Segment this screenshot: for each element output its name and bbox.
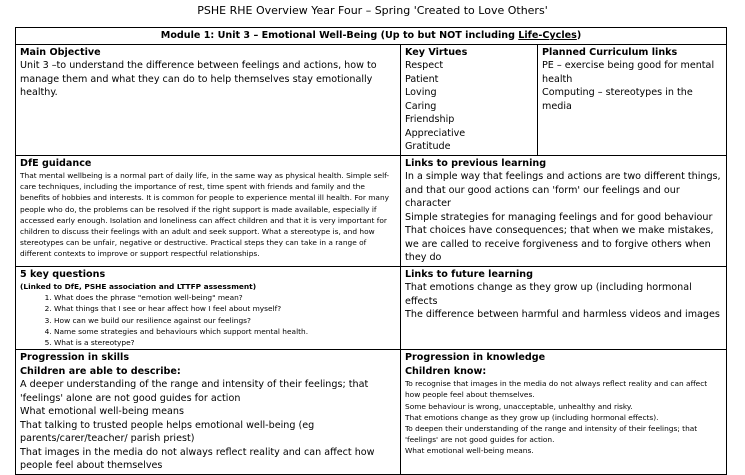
skills-item: That images in the media do not always reflect reality and can affect how people feel about themselves bbox=[20, 446, 375, 472]
key-questions-heading: 5 key questions bbox=[20, 268, 106, 280]
module-header-text: Module 1: Unit 3 – Emotional Well-Being (Up to but NOT including bbox=[160, 30, 519, 41]
question-item: 5. What is a stereotype? bbox=[54, 337, 396, 348]
skills-item: A deeper understanding of the range and intensity of their feelings; that 'feelings' alone are not good guides for action bbox=[20, 379, 369, 404]
main-objective-heading: Main Objective bbox=[20, 46, 101, 58]
key-virtues-heading: Key Virtues bbox=[405, 46, 468, 58]
links-previous-item: That choices have consequences; that when we make mistakes, we are called to receive forgiveness and to forgive others when they do bbox=[405, 225, 714, 263]
curriculum-item-computing: Computing – stereotypes in the media bbox=[542, 87, 693, 112]
knowledge-item: To deepen their understanding of the range and intensity of their feelings; that 'feelings' are not good guides for action. bbox=[405, 424, 698, 445]
main-objective-text: Unit 3 –to understand the difference between feelings and actions, how to manage them and what they can do to help themselves stay emotionally healthy. bbox=[20, 60, 377, 98]
knowledge-item: Some behaviour is wrong, unacceptable, unhealthy and risky. bbox=[405, 401, 633, 411]
module-header bbox=[16, 28, 727, 45]
progression-skills-subheading: Children are able to describe: bbox=[20, 365, 181, 377]
question-item: 4. Name some strategies and behaviours which support mental health. bbox=[54, 326, 396, 337]
key-questions-cell bbox=[16, 266, 401, 350]
question-item: 1. What does the phrase "emotion well-being" mean? bbox=[54, 292, 396, 303]
progression-skills-cell bbox=[16, 350, 401, 475]
links-future-item: The difference between harmful and harmless videos and images bbox=[405, 309, 720, 320]
progression-knowledge-heading: Progression in knowledge bbox=[405, 352, 546, 364]
dfe-guidance-cell bbox=[16, 155, 401, 266]
knowledge-item: To recognise that images in the media do not always reflect reality and can affect how people feel about themselves. bbox=[405, 379, 708, 400]
virtue-item: Caring bbox=[405, 100, 437, 112]
progression-knowledge-subheading: Children know: bbox=[405, 365, 487, 377]
key-questions-list bbox=[20, 292, 396, 348]
planned-curriculum-cell bbox=[538, 44, 727, 155]
curriculum-item-pe: PE – exercise being good for mental health bbox=[542, 60, 715, 85]
overview-table bbox=[15, 27, 727, 475]
key-questions-subheading: (Linked to DfE, PSHE association and LTTFP assessment) bbox=[20, 282, 257, 291]
virtue-item: Respect bbox=[405, 60, 444, 71]
dfe-guidance-text: That mental wellbeing is a normal part of daily life, in the same way as physical health. Simple self-care techniques, including the importance of rest, time spent with friends and family and the benefits of hobbies and interests. It is common for people to experience mental ill health. For many people who do, the problems can be resolved if the right support is made available, especially if accessed early enough. Isolation and loneliness can affect children and that it is very important for children to discuss their feelings with an adult and seek support. What a stereotype is, and how stereotypes can be unfair, negative or destructive. Practical steps they can take in a range of different contexts to improve or support respectful relationships. bbox=[20, 171, 390, 259]
knowledge-item: That emotions change as they grow up (including hormonal effects). bbox=[405, 412, 659, 422]
question-item: 2. What things that I see or hear affect how I feel about myself? bbox=[54, 303, 396, 314]
question-item: 3. How can we build our resilience against our feelings? bbox=[54, 315, 396, 326]
links-future-cell bbox=[401, 266, 727, 350]
virtue-item: Gratitude bbox=[405, 141, 451, 152]
progression-knowledge-cell bbox=[401, 350, 727, 475]
virtue-item: Appreciative bbox=[405, 127, 466, 139]
virtue-item: Patient bbox=[405, 73, 439, 85]
life-cycles-link[interactable]: Life-Cycles bbox=[518, 30, 577, 41]
key-virtues-cell bbox=[401, 44, 538, 155]
links-previous-heading: Links to previous learning bbox=[405, 157, 547, 169]
virtue-item: Friendship bbox=[405, 114, 455, 125]
planned-curriculum-heading: Planned Curriculum links bbox=[542, 46, 678, 58]
key-virtues-list bbox=[405, 59, 533, 154]
links-previous-item: Simple strategies for managing feelings and for good behaviour bbox=[405, 211, 713, 223]
skills-item: What emotional well-being means bbox=[20, 406, 184, 418]
links-previous-cell bbox=[401, 155, 727, 266]
module-header-close: ) bbox=[576, 30, 582, 41]
links-future-heading: Links to future learning bbox=[405, 268, 533, 280]
skills-item: That talking to trusted people helps emotional well-being (eg parents/carer/teacher/ parish priest) bbox=[20, 419, 315, 445]
page-title: PSHE RHE Overview Year Four – Spring 'Created to Love Others' bbox=[197, 4, 548, 17]
virtue-item: Loving bbox=[405, 87, 437, 98]
links-previous-item: In a simple way that feelings and actions are two different things, and that our good actions can 'form' our feelings and our character bbox=[405, 171, 721, 209]
dfe-guidance-heading: DfE guidance bbox=[20, 157, 92, 169]
links-future-item: That emotions change as they grow up (including hormonal effects bbox=[405, 282, 692, 307]
main-objective-cell bbox=[16, 44, 401, 155]
knowledge-item: What emotional well-being means. bbox=[405, 446, 534, 456]
progression-skills-heading: Progression in skills bbox=[20, 352, 130, 364]
